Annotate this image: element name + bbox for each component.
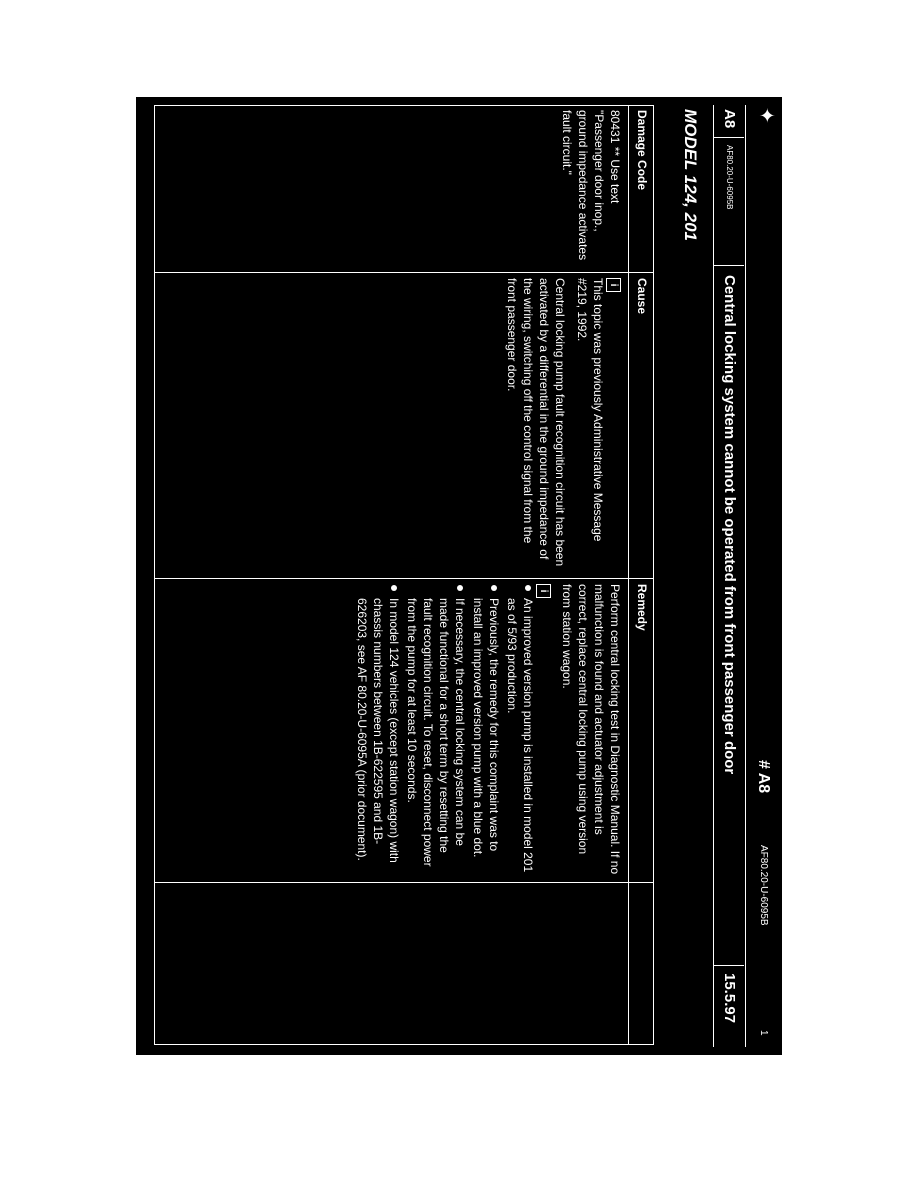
- divider: [714, 137, 744, 138]
- scanned-document: [136, 97, 782, 1055]
- rotated-page: [136, 97, 782, 1055]
- divider: [714, 265, 744, 266]
- table-header-row: [628, 106, 653, 1044]
- cause-text: Central locking pump fault recognition circuit has been activated by a differential in the ground impedance of the wiring, switching off the control signal from the front passenger door.: [505, 278, 567, 567]
- model-heading: MODEL 124, 201: [681, 109, 700, 241]
- title-doc-number: AF80.20-U-6095B: [725, 145, 734, 210]
- cause-cell: [504, 278, 623, 570]
- divider: [713, 105, 714, 1047]
- section-code: A8: [721, 109, 738, 129]
- header-doc-number: AF80.20-U-6095B: [758, 845, 769, 926]
- column-divider: [155, 578, 653, 579]
- header-damage-code: Damage Code: [635, 110, 649, 191]
- damage-code-text: "Passenger door inop., ground impedance activates fault circuit.": [560, 110, 606, 261]
- cause-note: This topic was previously Administrative Message #219, 1992.: [575, 278, 605, 542]
- damage-code-cell: [559, 110, 623, 266]
- info-icon: i: [606, 278, 621, 292]
- damage-code: 80431 ** Use text: [608, 110, 622, 204]
- top-header-bar: [748, 105, 777, 1045]
- remedy-cell: [352, 584, 623, 876]
- remedy-bullet: In model 124 vehicles (except station wagon) with chassis numbers between 1B-622595 and 1B-626203, see AF 80.20-U-6095A (prior document).: [354, 584, 402, 876]
- star-logo-icon: ✦: [755, 107, 777, 124]
- column-divider: [155, 272, 653, 273]
- title-row: [714, 105, 744, 1047]
- header-code: # A8: [755, 760, 772, 794]
- remedy-bullet: If necessary, the central locking system can be made functional for a short term by resetting the fault recognition circuit. To reset, disconnect power from the pump for at least 10 seconds.: [404, 584, 468, 876]
- column-divider: [155, 882, 653, 883]
- document-date: 15.5.97: [721, 973, 738, 1024]
- remedy-bullet: Previously, the remedy for this complaint was to install an improved version pump with a blue dot.: [470, 584, 502, 876]
- header-remedy: Remedy: [635, 584, 649, 631]
- divider: [745, 105, 746, 1047]
- page-number: 1: [758, 1030, 769, 1036]
- page-title: Central locking system cannot be operated from front passenger door: [721, 275, 738, 775]
- info-icon: i: [536, 584, 551, 598]
- divider: [714, 965, 744, 966]
- damage-table: [154, 105, 654, 1045]
- header-cause: Cause: [635, 278, 649, 315]
- remedy-main: Perform central locking test in Diagnostic Manual. If no malfunction is found and actuator adjustment is correct, replace central locking pump using version from station wagon.: [560, 584, 622, 875]
- remedy-bullet: An improved version pump is installed in model 201 as of 5/93 production.: [504, 584, 536, 876]
